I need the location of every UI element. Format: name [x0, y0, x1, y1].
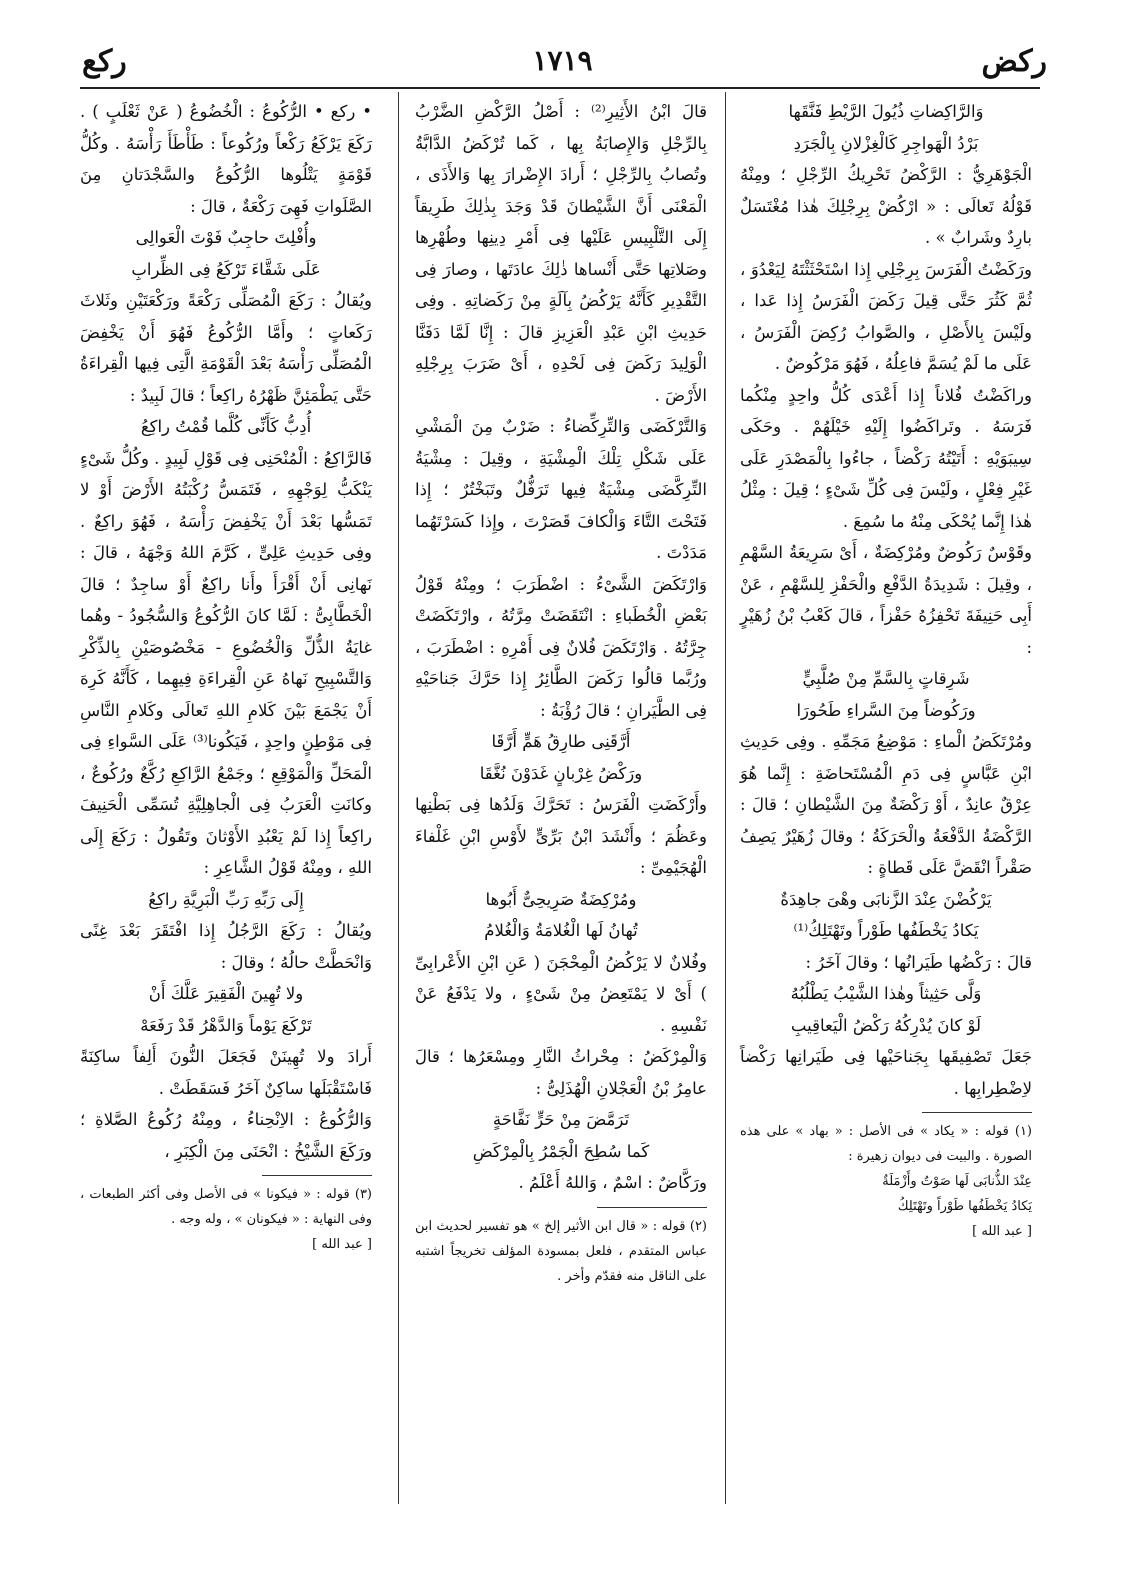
verse-line: يَكادُ يَخْطَفُها طَوْراً وتَهْتَلِكُ⁽¹⁾	[793, 921, 979, 940]
entry-paragraph: وراكَضْتُ فُلاناً إِذا أَعْدَى كُلُّ واحِدٍ مِنْكُما فَرَسَهُ . وتَراكَضُوا إِلَيْهِ خَيْلَهُمْ . وحَكَى سِيبَوَيْهِ : أَتَيْتُهُ رَكْضاً ، جاءُوا بِالْمَصْدَرِ عَلَى غَيْرِ فِعْلٍ ، ولَيْسَ فِى كُلِّ شَىْءٍ ؛ قِيلَ : مِثْلُ هٰذا إِنَّما يُحْكَى مِنْهُ ما سُمِعَ .	[740, 385, 1032, 531]
entry-paragraph: وَالرُّكُوعُ : الاِنْحِناءُ ، ومِنْهُ رُكُوعُ الصَّلاةِ ؛ ورَكَعَ الشَّيْخُ : انْحَنَى مِنَ الْكِبَرِ ،	[80, 1110, 372, 1161]
entry-paragraph: وَارْتَكَضَ الشَّىْءُ : اضْطَرَبَ ؛ ومِنْهُ قَوْلُ بَعْضِ الْخُطَباءِ : انْتَقَضَتْ مِرَّتُهُ ، وارْتَكَضَتْ جِرَّتُهُ . وَارْتَكَضَ فُلانٌ فِى أَمْرِهِ : اضْطَرَبَ ، ورُبَّما قالُوا رَكَضَ الطَّائِرُ إِذا حَرَّكَ جَناحَيْهِ فِى الطَّيَرانِ ؛ قالَ رُؤْبَةُ :	[415, 574, 707, 720]
entry-paragraph: ومُرْتَكَضُ الْماءِ : مَوْضِعُ مَجَمِّهِ . وفِى حَدِيثِ ابْنِ عَبَّاسٍ فِى دَمِ الْمُسْتَحاضَةِ : إِنَّما هُوَ عِرْقٌ عانِدٌ ، أَوْ رَكْضَةٌ مِنَ الشَّيْطانِ ؛ قالَ : الرَّكْضَةُ الدَّفْعَةُ والْحَرَكَةُ ؛ وقالَ زُهَيْرٌ يَصِفُ صَقْراً انْقَضَّ عَلَى قَطاةٍ :	[740, 732, 1032, 877]
header-entry-left: ركع	[82, 44, 127, 79]
column-divider-left	[398, 92, 399, 1504]
verse-line: وأُفْلِتَ حاجِبٌ فَوْتَ الْعَوالِى	[135, 228, 317, 247]
header-entry-right: ركض	[981, 44, 1047, 79]
entry-paragraph: • ركع • الرُّكُوعُ : الْخُضُوعُ ( عَنْ ثَعْلَبٍ ) . رَكَعَ يَرْكَعُ رَكْعاً ورُكُوعاً : طَأْطَأَ رَأْسَهُ . وكُلُّ قَوْمَةٍ يَتْلُوها الرُّكُوعُ والسَّجْدَتانِ مِنَ الصَّلَواتِ فَهِىَ رَكْعَةٌ ، قالَ :	[80, 102, 372, 216]
column-left-body	[80, 96, 372, 1167]
column-right-footnotes	[740, 1119, 1032, 1244]
verse-line: وَالرَّاكِضاتِ ذُيُولَ الرَّيْطِ فَنَّقَها	[788, 102, 984, 121]
entry-paragraph: وقَوْسٌ رَكُوضٌ ومُرْكِضَةٌ ، أَىْ سَرِيعَةُ السَّهْمِ ، وقِيلَ : شَدِيدَةُ الدَّفْعِ والْحَفْزِ لِلسَّهْمِ ، عَنْ أَبِى حَنِيفَةَ تَحْفِزُهُ حَفْزاً ، قالَ كَعْبُ بْنُ زُهَيْرٍ :	[740, 543, 1032, 657]
footnote-rule	[262, 1175, 372, 1176]
footnote-line: (١) قوله : « يكاد » فى الأصل : « بهاد » على هذه الصورة . والبيت فى ديوان زهيرة :	[740, 1124, 1032, 1164]
verse-line: بَرْدُ الْهَواجِرِ كَالْغِزْلانِ بِالْجَرَدِ	[793, 133, 979, 153]
footnote-line: [ عبد الله ]	[312, 1237, 372, 1252]
verse-line: ورَكْضُ غِرْبانٍ غَدَوْنَ نُغَّقَا	[479, 763, 643, 783]
header-rule	[80, 87, 1040, 89]
verse-line: أَرَّقَنِى طارِقُ هَمٍّ أَرَّقَا	[491, 732, 631, 751]
verse-line: أُدِبُّ كَأَنِّى كُلَّما قُمْتُ راكِعُ	[140, 417, 312, 436]
column-divider-right	[725, 92, 726, 1504]
entry-paragraph: وفُلانٌ لا يَرْكُضُ الْمِحْجَنَ ( عَنِ ابْنِ الأَعْرابِىِّ ) أَىْ لا يَمْتَعِضُ مِنْ شَىْءٍ ، ولا يَدْفَعُ عَنْ نَفْسِهِ .	[415, 952, 707, 1035]
column-left-footnotes	[80, 1182, 372, 1257]
footnote-rule	[597, 1207, 707, 1208]
footnote-line: [ عبد الله ]	[972, 1224, 1032, 1239]
entry-paragraph: أَرادَ ولا تُهِينَنْ فَجَعَلَ النُّونَ أَلِفاً ساكِنَةً فَاسْتَقْبَلَها ساكِنٌ آخَرُ فَسَقَطَتْ .	[80, 1047, 372, 1098]
verse-line: لَوْ كانَ يُدْرِكُهُ رَكْضُ الْيَعاقِيبِ	[790, 1015, 982, 1035]
footnote-rule	[922, 1112, 1032, 1113]
verse-line: ورَكُوضاً مِنَ السَّراءِ طَحُورَا	[796, 700, 976, 720]
column-middle-body	[415, 96, 707, 1199]
verse-line: تُهانُ لَها الْغُلامَةُ وَالْغُلامُ	[484, 921, 638, 940]
entry-paragraph: قالَ ابْنُ الأَثِيرِ⁽²⁾ : أَصْلُ الرَّكْضِ الضَّرْبُ بِالرِّجْلِ وَالإِصابَةُ بِها ، كَما تُرْكَضُ الدَّابَّةُ وتُصابُ بِالرِّجْلِ ؛ أَرادَ الإِضْرارَ بِها وَالأَذَى ، الْمَعْنَى أَنَّ الشَّيْطانَ قَدْ وَجَدَ بِذٰلِكَ طَرِيقاً إِلَى التَّلْبِيسِ عَلَيْها فِى أَمْرِ دِينِها وطُهْرِها وصَلاتِها حَتَّى أَنْساها ذٰلِكَ عادَتَها ، وصارَ فِى التَّقْدِيرِ كَأَنَّهُ يَرْكُضُ بِآلَةٍ مِنْ رَكَضاتِهِ . وفِى حَدِيثِ ابْنِ عَبْدِ الْعَزِيزِ قالَ : إِنَّا لَمَّا دَفَنَّا الْوَلِيدَ رَكَضَ فِى لَحْدِهِ ، أَىْ ضَرَبَ بِرِجْلِهِ الأَرْضَ .	[415, 102, 707, 405]
footnote-line: (٢) قوله : « قال ابن الأثير إلخ » هو تفسير لحديث ابن عباس المتقدم ، فلعل بمسودة المؤلف تخريجاً اشتبه على الناقل منه فقدّم وأخر .	[415, 1218, 707, 1284]
footnote-line: (٣) قوله : « فيكونا » فى الأصل وفى أكثر الطبعات ، وفى النهاية : « فيكونان » ، وله وجه .	[80, 1187, 372, 1227]
footnote-line: يَكادُ يَخْطَفُها طَوْراً وتَهْتَلِكُ	[897, 1199, 1032, 1214]
entry-paragraph: جَعَلَ تَصْفِيقَها بِجَناحَيْها فِى طَيَرانِها رَكْضاً لاِضْطِرابِها .	[740, 1047, 1032, 1098]
verse-line: كَما سُطِحَ الْجَمْرُ بِالْمِرْكَضِ	[472, 1141, 650, 1161]
entry-paragraph: ويُقالُ : رَكَعَ الْمُصَلِّى رَكْعَةً ورَكْعَتَيْنِ وثَلاثَ رَكَعاتٍ ؛ وأَمَّا الرُّكُوعُ فَهُوَ أَنْ يَخْفِضَ الْمُصَلِّى رَأْسَهُ بَعْدَ الْقَوْمَةِ الَّتِى فِيها الْقِراءَةُ حَتَّى يَطْمَئِنَّ ظَهْرُهُ راكِعاً ؛ قالَ لَبِيدٌ :	[80, 291, 372, 405]
verse-line: وَلَّى حَثِيثاً وهٰذا الشَّيْبُ يَطْلُبُهُ	[790, 984, 982, 1003]
verse-line: يَرْكُضْنَ عِنْدَ الزَّنابَى وهْىَ جاهِدَةٌ	[780, 889, 992, 909]
entry-paragraph: وَالْمِرْكَضُ : مِحْراثُ النَّارِ ومِسْعَرُها ؛ قالَ عامِرُ بْنُ الْعَجْلانِ الْهُذَلِىُّ :	[415, 1047, 707, 1098]
page-number: ١٧١٩	[532, 44, 593, 77]
verse-line: ولا تُهِينَ الْفَقِيرَ عَلَّكَ أَنْ	[148, 984, 304, 1003]
verse-line: إِلَى رَبِّهِ رَبِّ الْبَرِيَّةِ راكِعُ	[148, 889, 304, 909]
verse-line: تَرْكَعَ يَوْماً وَالدَّهْرُ قَدْ رَفَعَهْ	[140, 1015, 312, 1035]
entry-paragraph: الْجَوْهَرِيُّ : الرَّكْضُ تَحْرِيكُ الرِّجْلِ ؛ ومِنْهُ قَوْلُهُ تَعالَى : « ارْكُضْ بِرِجْلِكَ هٰذا مُغْتَسَلٌ بارِدٌ وشَرابٌ » .	[740, 165, 1032, 247]
verse-line: شَرِقاتٍ بِالسَّمِّ مِنْ صُلَّبِيٍّ	[802, 669, 970, 688]
column-middle	[415, 96, 707, 1289]
column-right-body	[740, 96, 1032, 1104]
column-right	[740, 96, 1032, 1244]
entry-paragraph: وَالتَّرْكَضَى وَالتِّرِكِّضاءُ : ضَرْبٌ مِنَ الْمَشْىِ عَلَى شَكْلِ تِلْكَ الْمِشْيَةِ ، وقِيلَ : مِشْيَةُ التِّرِكَّضَى مِشْيَةٌ فِيها تَرَفُّلٌ وتَبَخْتُرٌ ؛ إِذا فَتَحْتَ التَّاءَ وَالْكافَ قَصَرْتَ ، وإِذا كَسَرْتَهُما مَدَدْتَ .	[415, 417, 707, 562]
verse-line: ومُرْكِضَةٌ صَرِيحِىٌّ أَبُوها	[485, 889, 637, 909]
column-left	[80, 96, 372, 1257]
entry-paragraph: فَالرَّاكِعُ : الْمُنْحَنِى فِى قَوْلِ لَبِيدٍ . وكُلُّ شَىْءٍ يَنْكَبُّ لِوَجْهِهِ ، فَتَمَسُّ رُكْبَتُهُ الأَرْضَ أَوْ لا تَمَسُّها بَعْدَ أَنْ يَخْفِضَ رَأْسَهُ ، فَهُوَ راكِعٌ . وفِى حَدِيثِ عَلِىٍّ ، كَرَّمَ اللهُ وَجْهَهُ ، قالَ : نَهانِى أَنْ أَقْرَأَ وأَنا راكِعٌ أَوْ ساجِدٌ ؛ قالَ الْخَطَّابِىُّ : لَمَّا كانَ الرُّكُوعُ وَالسُّجُودُ - وهُما غايَةُ الذُّلِّ وَالْخُضُوعِ - مَخْصُوصَيْنِ بِالذِّكْرِ وَالتَّسْبِيحِ نَهاهُ عَنِ الْقِراءَةِ فِيهِما ، كَأَنَّهُ كَرِهَ أَنْ يَجْمَعَ بَيْنَ كَلامِ اللهِ تَعالَى وكَلامِ النَّاسِ فِى مَوْطِنٍ واحِدٍ ، فَيَكُونا⁽³⁾ عَلَى السَّواءِ فِى الْمَحَلِّ وَالْمَوْقِعِ ؛ وجَمْعُ الرَّاكِعِ رُكَّعٌ ورُكُوعٌ ، وكانَتِ الْعَرَبُ فِى الْجاهِلِيَّةِ تُسَمِّى الْحَنِيفَ راكِعاً إِذا لَمْ يَعْبُدِ الأَوْثانَ وتَقُولُ : رَكَعَ إِلَى اللهِ ، ومِنْهُ قَوْلُ الشَّاعِرِ :	[80, 448, 372, 877]
column-middle-footnotes	[415, 1214, 707, 1289]
entry-paragraph: ورَكَضْتُ الْفَرَسَ بِرِجْلِي إِذا اسْتَحْثَثْتَهُ لِيَعْدُوَ ، ثُمَّ كَثُرَ حَتَّى قِيلَ رَكَضَ الْفَرَسُ إِذا عَدا ، ولَيْسَ بِالأَصْلِ ، والصَّوابُ رُكِضَ الْفَرَسُ ، عَلَى ما لَمْ يُسَمَّ فاعِلُهُ ، فَهُوَ مَرْكُوضٌ .	[740, 259, 1032, 373]
verse-line: تَرَمَّضَ مِنْ حَرٍّ نَفَّاحَةٍ	[492, 1110, 630, 1129]
footnote-line: عِنْدَ الذُّنابَى لَها صَوْتٌ وأَزْمَلَةٌ	[882, 1174, 1032, 1189]
entry-paragraph: ويُقالُ : رَكَعَ الرَّجُلُ إِذا افْتَقَرَ بَعْدَ غِنًى وَانْحَطَّتْ حالُهُ ؛ وقالَ :	[80, 921, 372, 972]
entry-paragraph: ورَكَّاضٌ : اسْمٌ ، وَاللهُ أَعْلَمُ .	[518, 1173, 707, 1192]
entry-paragraph: وأَرْكَضَتِ الْفَرَسُ : تَحَرَّكَ وَلَدُها فِى بَطْنِها وعَظُمَ ؛ وأَنْشَدَ ابْنُ بَرِّىٍّ لأَوْسِ ابْنِ غَلْفاءَ الْهُجَيْمِىِّ :	[415, 795, 707, 877]
verse-line: عَلَى شَقَّاءَ تَرْكَعُ فِى الظِّرابِ	[131, 259, 321, 279]
entry-paragraph: قالَ : رَكْضُها طَيَرانُها ؛ وقالَ آخَرُ :	[805, 952, 1032, 972]
